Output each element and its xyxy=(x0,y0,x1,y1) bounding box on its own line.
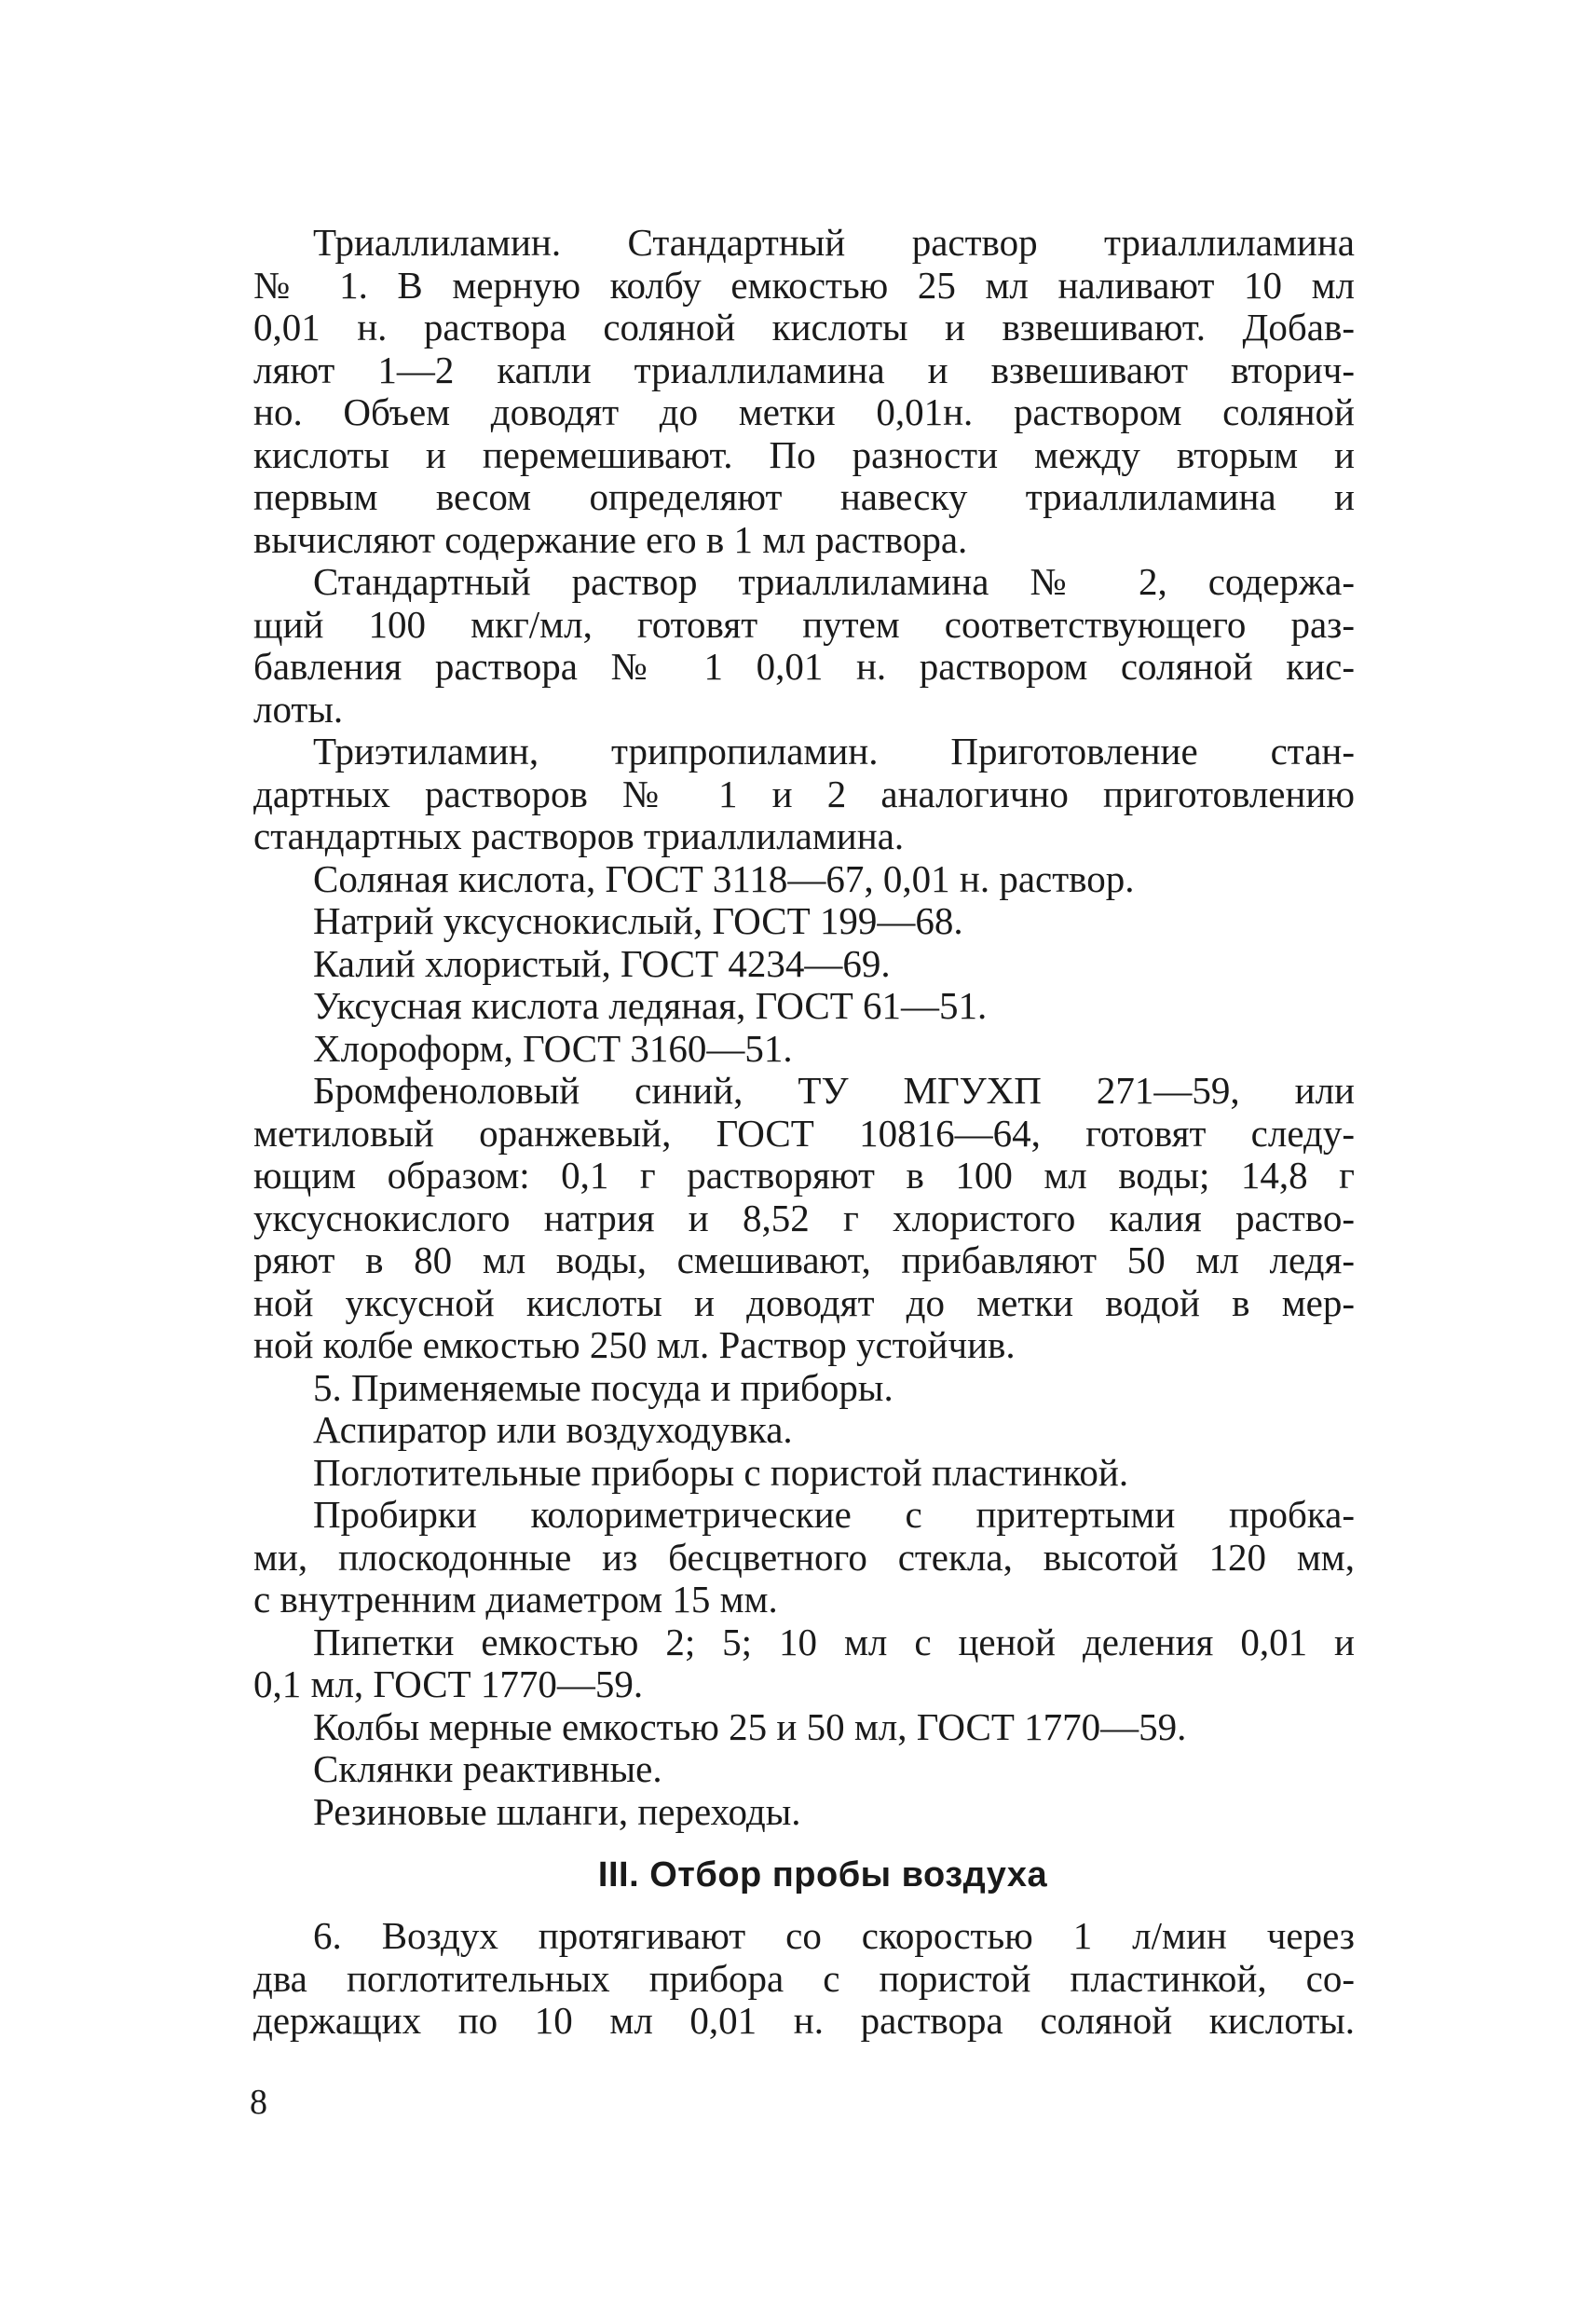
text-line: держащих по 10 мл 0,01 н. раствора соляной кислоты. xyxy=(253,1999,1355,2042)
text-line: Колбы мерные емкостью 25 и 50 мл, ГОСТ 1770—59. xyxy=(313,1704,1187,1748)
text-line: ми, плоскодонные из бесцветного стекла, высотой 120 мм, xyxy=(253,1535,1355,1579)
text-line: Стандартный раствор триаллиламина № 2, содержа- xyxy=(313,560,1355,603)
text-line: уксуснокислого натрия и 8,52 г хлористого калия раство- xyxy=(253,1196,1355,1239)
text-line: Калий хлористый, ГОСТ 4234—69. xyxy=(313,941,891,985)
text-line: лоты. xyxy=(253,687,344,731)
text-line: Соляная кислота, ГОСТ 3118—67, 0,01 н. раствор. xyxy=(313,856,1135,900)
document-page xyxy=(253,222,1355,2043)
text-line: стандартных растворов триаллиламина. xyxy=(253,814,905,857)
text-line: ной колбе емкостью 250 мл. Раствор устойчив. xyxy=(253,1323,1016,1366)
text-line: Триаллиламин. Стандартный раствор триаллиламина xyxy=(313,221,1355,264)
text-line: ляют 1—2 капли триаллиламина и взвешивают вторич- xyxy=(253,348,1355,391)
text-line: ряют в 80 мл воды, смешивают, прибавляют 50 мл ледя- xyxy=(253,1238,1355,1281)
text-line: 6. Воздух протягивают со скоростью 1 л/мин через xyxy=(313,1914,1355,1957)
body-text xyxy=(253,222,1355,1833)
section-text xyxy=(253,1915,1355,2043)
text-line: бавления раствора № 1 0,01 н. раствором соляной кис- xyxy=(253,645,1355,688)
section-heading: III. Отбор пробы воздуха xyxy=(597,1855,1048,1895)
text-line: 0,01 н. раствора соляной кислоты и взвешивают. Добав- xyxy=(253,306,1355,349)
text-line: ющим образом: 0,1 г растворяют в 100 мл воды; 14,8 г xyxy=(253,1154,1355,1197)
text-line: Триэтиламин, трипропиламин. Приготовление стан- xyxy=(313,730,1355,773)
text-line: Пипетки емкостью 2; 5; 10 мл с ценой деления 0,01 и xyxy=(313,1620,1355,1663)
text-line: Хлороформ, ГОСТ 3160—51. xyxy=(313,1026,793,1070)
text-line: Натрий уксуснокислый, ГОСТ 199—68. xyxy=(313,899,963,942)
text-line: два поглотительных прибора с пористой пластинкой, со- xyxy=(253,1956,1355,2000)
text-line: вычисляют содержание его в 1 мл раствора. xyxy=(253,517,968,561)
text-line: с внутренним диаметром 15 мм. xyxy=(253,1578,778,1621)
text-line: кислоты и перемешивают. По разности между вторым и xyxy=(253,432,1355,476)
text-line: № 1. В мерную колбу емкостью 25 мл наливают 10 мл xyxy=(253,263,1355,307)
text-line: Склянки реактивные. xyxy=(313,1747,662,1790)
text-line: 0,1 мл, ГОСТ 1770—59. xyxy=(253,1662,644,1705)
text-line: первым весом определяют навеску триаллиламина и xyxy=(253,475,1355,518)
text-line: Пробирки колориметрические с притертыми пробка- xyxy=(313,1493,1355,1536)
text-line: Поглотительные приборы с пористой пластинкой. xyxy=(313,1450,1129,1494)
text-line: дартных растворов № 1 и 2 аналогично приготовлению xyxy=(253,772,1355,815)
text-line: 5. Применяемые посуда и приборы. xyxy=(313,1365,893,1409)
text-line: но. Объем доводят до метки 0,01н. раствором соляной xyxy=(253,390,1355,433)
text-line: Бромфеноловый синий, ТУ МГУХП 271—59, или xyxy=(313,1069,1355,1112)
text-line: метиловый оранжевый, ГОСТ 10816—64, готовят следу- xyxy=(253,1111,1355,1155)
page-number: 8 xyxy=(250,2083,267,2122)
text-line: ной уксусной кислоты и доводят до метки водой в мер- xyxy=(253,1280,1355,1324)
text-line: щий 100 мкг/мл, готовят путем соответствующего раз- xyxy=(253,602,1355,646)
text-line: Уксусная кислота ледяная, ГОСТ 61—51. xyxy=(313,984,988,1027)
text-line: Аспиратор или воздуходувка. xyxy=(313,1408,793,1451)
text-line: Резиновые шланги, переходы. xyxy=(313,1789,801,1833)
